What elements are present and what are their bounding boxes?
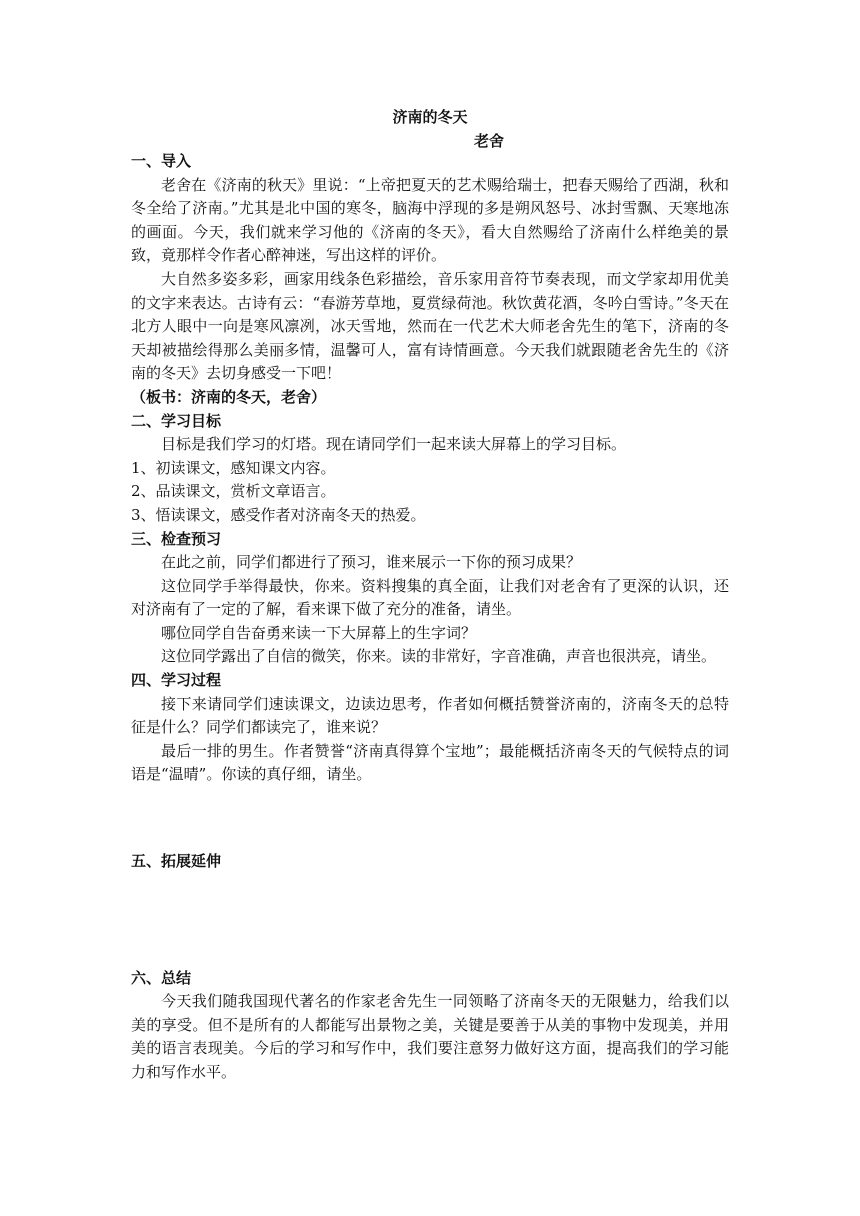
preview-paragraph-3: 哪位同学自告奋勇来读一下大屏幕上的生字词？ xyxy=(161,623,477,642)
goals-paragraph: 目标是我们学习的灯塔。现在请同学们一起来读大屏幕上的学习目标。 xyxy=(161,435,627,454)
document-title: 济南的冬天 xyxy=(392,108,468,126)
preview-paragraph-2: 这位同学手举得最快，你来。资料搜集的真全面，让我们对老舍有了更深的认识，还对济南有了一定的了解，看来课下做了充分的准备，请坐。 xyxy=(131,576,729,619)
intro-paragraph-2: 大自然多姿多彩，画家用线条色彩描绘，音乐家用音符节奏表现，而文学家却用优美的文字来表达。古诗有云：“春游芳草地，夏赏绿荷池。秋饮黄花酒，冬吟白雪诗。”冬天在北方人眼中一向是寒风凛冽，冰天雪地，然而在一代艺术大师老舍先生的笔下，济南的冬天却被描绘得那么美丽多情，温馨可人，富有诗情画意。今天我们就跟随老舍先生的《济南的冬天》去切身感受一下吧！ xyxy=(131,269,729,383)
section-heading-goals: 二、学习目标 xyxy=(131,411,222,430)
section-heading-process: 四、学习过程 xyxy=(131,671,222,690)
goal-item: 1、初读课文，感知课文内容。 xyxy=(131,458,336,477)
blank-space xyxy=(131,874,729,967)
goal-item: 3、悟读课文，感受作者对济南冬天的热爱。 xyxy=(131,505,426,524)
process-paragraph-1: 接下来请同学们速读课文，边读边思考，作者如何概括赞誉济南的，济南冬天的总特征是什么？同学们都读完了，谁来说？ xyxy=(131,694,729,737)
document-body xyxy=(131,150,729,1085)
section-heading-extend: 五、拓展延伸 xyxy=(131,852,222,871)
board-note: （板书：济南的冬天，老舍） xyxy=(131,387,327,406)
document-author: 老舍 xyxy=(474,132,505,150)
preview-paragraph-1: 在此之前，同学们都进行了预习，谁来展示一下你的预习成果？ xyxy=(161,553,582,572)
preview-paragraph-4: 这位同学露出了自信的微笑，你来。读的非常好，字音准确，声音也很洪亮，请坐。 xyxy=(161,647,717,666)
section-heading-preview: 三、检查预习 xyxy=(131,529,222,548)
intro-paragraph-1: 老舍在《济南的秋天》里说：“上帝把夏天的艺术赐给瑞士，把春天赐给了西湖，秋和冬全给了济南。”尤其是北中国的寒冬，脑海中浮现的多是朔风怒号、冰封雪飘、天寒地冻的画面。今天，我们就来学习他的《济南的冬天》，看大自然赐给了济南什么样绝美的景致，竟那样令作者心醉神迷，写出这样的评价。 xyxy=(131,175,729,265)
blank-space xyxy=(131,787,729,850)
section-heading-intro: 一、导入 xyxy=(131,152,192,170)
section-heading-summary: 六、总结 xyxy=(131,968,192,987)
summary-paragraph: 今天我们随我国现代著名的作家老舍先生一同领略了济南冬天的无限魅力，给我们以美的享受。但不是所有的人都能写出景物之美，关键是要善于从美的事物中发现美，并用美的语言表现美。今后的学习和写作中，我们要注意努力做好这方面，提高我们的学习能力和写作水平。 xyxy=(131,992,729,1081)
goal-item: 2、品读课文，赏析文章语言。 xyxy=(131,482,336,501)
process-paragraph-2: 最后一排的男生。作者赞誉“济南真得算个宝地”；最能概括济南冬天的气候特点的词语是“温晴”。你读的真仔细，请坐。 xyxy=(131,741,729,784)
